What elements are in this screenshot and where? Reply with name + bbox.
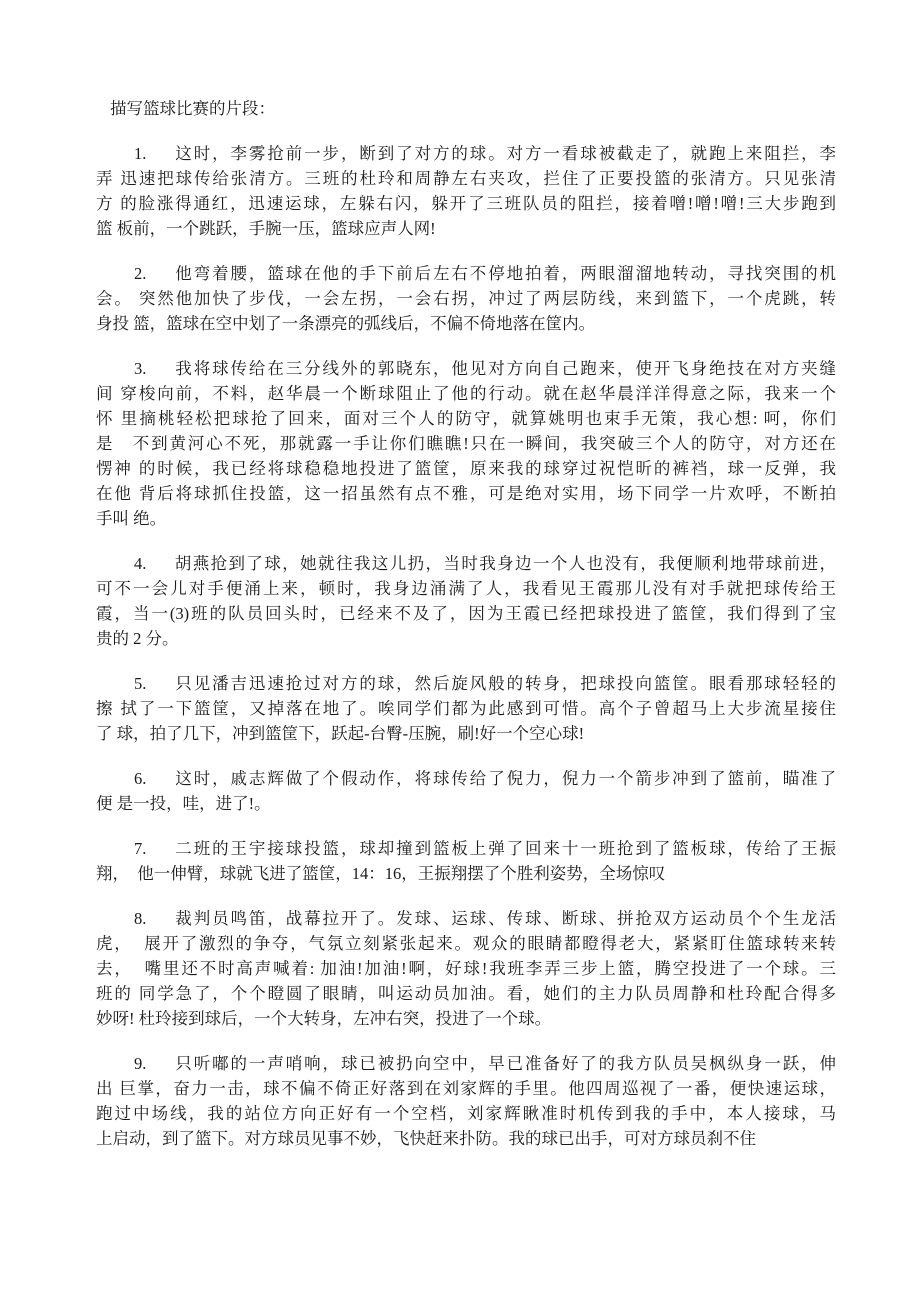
paragraph bbox=[96, 141, 836, 241]
paragraph-text: 他弯着腰，篮球在他的手下前后左右不停地拍着，两眼溜溜地转动，寻找突围的机 bbox=[173, 264, 836, 283]
paragraph-line bbox=[96, 766, 836, 791]
paragraph-line: 弄 迅速把球传给张清方。三班的杜玲和周静左右夹攻，拦住了正要投篮的张清方。只见张清 bbox=[96, 169, 836, 188]
paragraph-text: 二班的王宇接球投篮，球却撞到篮板上弹了回来十一班抢到了篮板球，传给了王振 bbox=[173, 839, 836, 858]
paragraph-line: 跑过中场线，我的站位方向正好有一个空档，刘家辉瞅准时机传到我的手中，本人接球，马 bbox=[96, 1104, 836, 1123]
paragraph-line: 身投 篮，篮球在空中划了一条漂亮的弧线后，不偏不倚地落在筐内。 bbox=[96, 314, 596, 333]
paragraph-line: 方 的脸涨得通红，迅速运球，左躲右闪，躲开了三班队员的阻拦，接着噌!噌!噌!三大步跑到 bbox=[96, 194, 836, 213]
paragraph bbox=[96, 551, 836, 651]
paragraph bbox=[96, 261, 836, 336]
paragraph-line: 篮 板前，一个跳跃，手腕一压，篮球应声人网! bbox=[96, 219, 436, 238]
paragraph-line: 擦 拭了一下篮筐，又掉落在地了。唉同学们都为此感到可惜。高个子曾超马上大步流星接住 bbox=[96, 699, 836, 718]
paragraph-number: 2. bbox=[134, 264, 147, 283]
paragraph-line: 是 不到黄河心不死，那就露一手让你们瞧瞧!只在一瞬间，我突破三个人的防守，对方还在 bbox=[96, 434, 836, 453]
paragraph-line: 上启动，到了篮下。对方球员见事不妙，飞快赶来扑防。我的球已出手，可对方球员刹不住 bbox=[96, 1129, 756, 1148]
paragraph-number: 3. bbox=[134, 359, 147, 378]
paragraph-line: 虎， 展开了激烈的争夺，气氛立刻紧张起来。观众的眼睛都瞪得老大，紧紧盯住篮球转来转 bbox=[96, 934, 836, 953]
paragraph-line: 怀 里摘桃轻松把球抢了回来，面对三个人的防守，就算姚明也束手无策，我心想: 呵，你们 bbox=[96, 409, 836, 428]
paragraph-line bbox=[96, 671, 836, 696]
paragraph-line: 妙呀! 杜玲接到球后，一个大转身，左冲右突，投进了一个球。 bbox=[96, 1009, 552, 1028]
paragraph-text: 只听嘟的一声哨响，球已被扔向空中，早已准备好了的我方队员吴枫纵身一跃，伸 bbox=[173, 1054, 836, 1073]
paragraph-number: 8. bbox=[134, 909, 147, 928]
paragraph-line: 了 球，拍了几下，冲到篮筐下，跃起-台臀-压腕，刷!好一个空心球! bbox=[96, 724, 585, 743]
paragraph bbox=[96, 356, 836, 531]
paragraph-text: 我将球传给在三分线外的郭晓东，他见对方向自己跑来，使开飞身绝技在对方夹缝 bbox=[173, 359, 836, 378]
paragraph-line bbox=[96, 261, 836, 286]
paragraph-text: 这时，戚志辉做了个假动作，将球传给了倪力，倪力一个箭步冲到了篮前，瞄准了 bbox=[173, 769, 836, 788]
paragraph-line: 手叫 绝。 bbox=[96, 509, 167, 528]
paragraph-line bbox=[96, 906, 836, 931]
paragraph-number: 5. bbox=[134, 674, 147, 693]
paragraph-line: 便 是一投，哇，进了!。 bbox=[96, 794, 271, 813]
paragraph-line: 霞，当一(3)班的队员回头时，已经来不及了，因为王霞已经把球投进了篮筐，我们得到了宝 bbox=[96, 604, 836, 623]
paragraph bbox=[96, 766, 836, 816]
paragraph-text: 这时，李雾抢前一步，断到了对方的球。对方一看球被截走了，就跑上来阻拦，李 bbox=[173, 144, 836, 163]
paragraph-line: 翔， 他一伸臂，球就飞进了篮筐，14：16，王振翔摆了个胜利姿势，全场惊叹 bbox=[96, 864, 666, 883]
paragraph-number: 1. bbox=[134, 144, 147, 163]
paragraph-line bbox=[96, 1051, 836, 1076]
document-body bbox=[96, 141, 836, 1151]
paragraph-number: 4. bbox=[134, 554, 147, 573]
paragraph bbox=[96, 671, 836, 746]
paragraph-line bbox=[96, 551, 836, 576]
paragraph-number: 9. bbox=[134, 1054, 147, 1073]
paragraph bbox=[96, 836, 836, 886]
paragraph-line: 班的 同学急了，个个瞪圆了眼睛，叫运动员加油。看，她们的主力队员周静和杜玲配合得多 bbox=[96, 984, 836, 1003]
paragraph bbox=[96, 906, 836, 1031]
paragraph-line: 出 巨掌，奋力一击，球不偏不倚正好落到在刘家辉的手里。他四周巡视了一番，便快速运球， bbox=[96, 1079, 836, 1098]
paragraph-line bbox=[96, 356, 836, 381]
paragraph-line: 会。 突然他加快了步伐，一会左拐，一会右拐，冲过了两层防线，来到篮下，一个虎跳，转 bbox=[96, 289, 836, 308]
paragraph-line: 可不一会儿对手便涌上来，顿时，我身边涌满了人，我看见王霞那儿没有对手就把球传给王 bbox=[96, 579, 836, 598]
paragraph-line: 间 穿梭向前，不料，赵华晨一个断球阻止了他的行动。就在赵华晨洋洋得意之际，我来一个 bbox=[96, 384, 836, 403]
paragraph-line: 在他 背后将球抓住投篮，这一招虽然有点不雅，可是绝对实用，场下同学一片欢呼，不断拍 bbox=[96, 484, 836, 503]
paragraph-number: 7. bbox=[134, 839, 147, 858]
paragraph-text: 胡燕抢到了球，她就往我这儿扔，当时我身边一个人也没有，我便顺利地带球前进， bbox=[173, 554, 836, 573]
paragraph-text: 只见潘吉迅速抢过对方的球，然后旋风般的转身，把球投向篮筐。眼看那球轻轻的 bbox=[173, 674, 836, 693]
paragraph-text: 裁判员鸣笛，战幕拉开了。发球、运球、传球、断球、拼抢双方运动员个个生龙活 bbox=[173, 909, 836, 928]
paragraph bbox=[96, 1051, 836, 1151]
paragraph-number: 6. bbox=[134, 769, 147, 788]
paragraph-line: 贵的 2 分。 bbox=[96, 629, 179, 648]
paragraph-line bbox=[96, 836, 836, 861]
paragraph-line: 去， 嘴里还不时高声喊着: 加油!加油!啊，好球!我班李弄三步上篮，腾空投进了一个球。三 bbox=[96, 959, 836, 978]
paragraph-line: 愣神 的时候，我已经将球稳稳地投进了篮筐，原来我的球穿过祝恺昕的裤裆，球一反弹，我 bbox=[96, 459, 836, 478]
document-title: 描写篮球比赛的片段： bbox=[110, 99, 275, 118]
paragraph-line bbox=[96, 141, 836, 166]
